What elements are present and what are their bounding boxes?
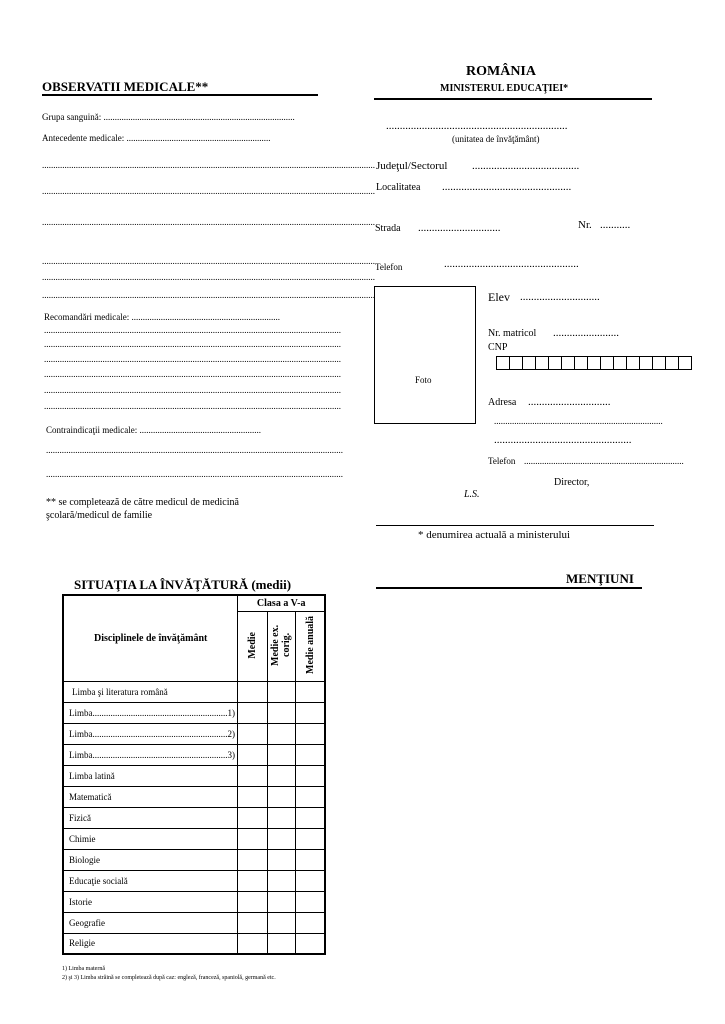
- exam-cell[interactable]: [267, 807, 296, 828]
- street-field[interactable]: ..............................: [418, 222, 501, 234]
- annual-cell[interactable]: [296, 744, 325, 765]
- antecedents-line[interactable]: ....................................................................................................................................................: [42, 186, 375, 196]
- class-header: Clasa a V-a: [238, 595, 325, 611]
- grades-table: [62, 594, 326, 955]
- exam-cell[interactable]: [267, 744, 296, 765]
- recommendations-line[interactable]: ....................................................................................................................................: [44, 385, 341, 395]
- locality-field[interactable]: ...............................................: [442, 181, 572, 193]
- register-label: Nr. matricol: [488, 328, 537, 339]
- subject-name: Limba............................................................2): [63, 723, 238, 744]
- antecedents-field[interactable]: Antecedente medicale: ................................................................: [42, 133, 271, 143]
- address-line[interactable]: ..................................................: [494, 434, 632, 446]
- locality-label: Localitatea: [376, 182, 421, 193]
- director-label: Director,: [554, 477, 590, 488]
- cnp-field[interactable]: [497, 356, 692, 370]
- recommendations-line[interactable]: ....................................................................................................................................: [44, 339, 341, 349]
- subject-name: Limba latină: [63, 765, 238, 786]
- grades-note-1: 1) Limba maternă: [62, 966, 105, 972]
- table-row: [63, 912, 325, 933]
- grades-note-2: 2) şi 3) Limba străină se completează după caz: engleză, franceză, spaniolă, germană etc.: [62, 975, 276, 981]
- col-exam-header: Medie ex. corig.: [270, 624, 293, 666]
- street-label: Strada: [375, 223, 401, 234]
- register-field[interactable]: ........................: [553, 327, 619, 339]
- annual-cell[interactable]: [296, 786, 325, 807]
- average-cell[interactable]: [238, 870, 267, 891]
- antecedents-line[interactable]: ....................................................................................................................................................: [42, 272, 375, 282]
- exam-cell[interactable]: [267, 723, 296, 744]
- exam-cell[interactable]: [267, 933, 296, 954]
- col-average-header: Medie: [246, 631, 258, 659]
- subject-name: Educaţie socială: [63, 870, 238, 891]
- medical-title-rule: [42, 94, 318, 96]
- table-row: [63, 786, 325, 807]
- student-label: Elev: [488, 290, 510, 304]
- phone-field[interactable]: .................................................: [444, 258, 579, 270]
- address-field[interactable]: ..............................: [528, 396, 611, 408]
- ministry-title: MINISTERUL EDUCAŢIEI*: [440, 83, 569, 94]
- contraindications-line[interactable]: ....................................................................................................................................: [46, 445, 343, 455]
- number-field[interactable]: ...........: [600, 219, 631, 231]
- school-unit-caption: (unitatea de învăţământ): [452, 134, 540, 144]
- average-cell[interactable]: [238, 702, 267, 723]
- antecedents-line[interactable]: ....................................................................................................................................................: [42, 256, 375, 266]
- subject-name: Limba şi literatura română: [63, 681, 238, 702]
- number-label: Nr.: [578, 219, 592, 231]
- student-field[interactable]: .............................: [520, 291, 600, 303]
- antecedents-line[interactable]: ....................................................................................................................................................: [42, 217, 375, 227]
- school-unit-field[interactable]: ..................................................................: [386, 120, 568, 132]
- annual-cell[interactable]: [296, 891, 325, 912]
- subject-name: Biologie: [63, 849, 238, 870]
- recommendations-line[interactable]: ....................................................................................................................................: [44, 325, 341, 335]
- county-field[interactable]: .......................................: [472, 160, 580, 172]
- student-phone-field[interactable]: .......................................................................: [524, 456, 684, 466]
- subject-name: Limba............................................................1): [63, 702, 238, 723]
- recommendations-line[interactable]: ....................................................................................................................................: [44, 354, 341, 364]
- ministry-note: * denumirea actuală a ministerului: [418, 529, 571, 541]
- photo-label: Foto: [415, 375, 432, 385]
- cnp-label: CNP: [488, 342, 508, 353]
- subject-name: Fizică: [63, 807, 238, 828]
- annual-cell[interactable]: [296, 702, 325, 723]
- subject-name: Chimie: [63, 828, 238, 849]
- blood-group-field[interactable]: Grupa sanguină: .....................................................................................: [42, 112, 295, 122]
- average-cell[interactable]: [238, 681, 267, 702]
- average-cell[interactable]: [238, 849, 267, 870]
- table-row: [63, 933, 325, 954]
- ministry-note-rule: [376, 525, 654, 526]
- annual-cell[interactable]: [296, 723, 325, 744]
- exam-cell[interactable]: [267, 849, 296, 870]
- annual-cell[interactable]: [296, 807, 325, 828]
- recommendations-line[interactable]: ....................................................................................................................................: [44, 401, 341, 411]
- medical-footnote-cont: şcolară/medicul de familie: [46, 510, 153, 521]
- annual-cell[interactable]: [296, 849, 325, 870]
- col-annual-header: Medie anuală: [304, 615, 316, 675]
- recommendations-line[interactable]: ....................................................................................................................................: [44, 369, 341, 379]
- annual-cell[interactable]: [296, 765, 325, 786]
- recommendations-field[interactable]: Recomandări medicale: ..................................................................: [44, 312, 280, 322]
- average-cell[interactable]: [238, 933, 267, 954]
- antecedents-line[interactable]: ....................................................................................................................................................: [42, 290, 375, 300]
- exam-cell[interactable]: [267, 786, 296, 807]
- average-cell[interactable]: [238, 891, 267, 912]
- grades-title: SITUAŢIA LA ÎNVĂŢĂTURĂ (medii): [74, 577, 292, 592]
- antecedents-line[interactable]: ....................................................................................................................................................: [42, 160, 375, 170]
- subject-name: Matematică: [63, 786, 238, 807]
- average-cell[interactable]: [238, 912, 267, 933]
- average-cell[interactable]: [238, 807, 267, 828]
- subject-name: Limba............................................................3): [63, 744, 238, 765]
- medical-footnote: ** se completează de către medicul de medicină: [46, 497, 239, 508]
- table-row: [63, 702, 325, 723]
- annual-cell[interactable]: [296, 681, 325, 702]
- medical-title: OBSERVATII MEDICALE**: [42, 79, 209, 94]
- disciplines-header: Disciplinele de învăţământ: [63, 595, 238, 681]
- exam-cell[interactable]: [267, 828, 296, 849]
- exam-cell[interactable]: [267, 870, 296, 891]
- ministry-rule: [374, 98, 652, 100]
- mentions-title: MENŢIUNI: [566, 571, 634, 586]
- exam-cell[interactable]: [267, 681, 296, 702]
- exam-cell[interactable]: [267, 912, 296, 933]
- table-row: [63, 723, 325, 744]
- exam-cell[interactable]: [267, 765, 296, 786]
- phone-label: Telefon: [375, 262, 403, 272]
- exam-cell[interactable]: [267, 702, 296, 723]
- contraindications-field[interactable]: Contraindicaţii medicale: ......................................................: [46, 425, 261, 435]
- annual-cell[interactable]: [296, 870, 325, 891]
- country-title: ROMÂNIA: [466, 64, 536, 79]
- table-row: [63, 681, 325, 702]
- average-cell[interactable]: [238, 828, 267, 849]
- annual-cell[interactable]: [296, 828, 325, 849]
- photo-box[interactable]: [374, 286, 476, 424]
- annual-cell[interactable]: [296, 933, 325, 954]
- annual-cell[interactable]: [296, 912, 325, 933]
- address-line[interactable]: ...........................................................................: [494, 416, 663, 426]
- average-cell[interactable]: [238, 765, 267, 786]
- exam-cell[interactable]: [267, 891, 296, 912]
- average-cell[interactable]: [238, 744, 267, 765]
- mentions-rule: [376, 587, 642, 589]
- subject-name: Religie: [63, 933, 238, 954]
- county-label: Judeţul/Sectorul: [376, 160, 448, 172]
- table-row: [63, 765, 325, 786]
- average-cell[interactable]: [238, 786, 267, 807]
- subject-name: Geografie: [63, 912, 238, 933]
- table-row: [63, 807, 325, 828]
- table-row: [63, 891, 325, 912]
- table-row: [63, 870, 325, 891]
- stamp-label: L.S.: [464, 489, 480, 500]
- table-row: [63, 744, 325, 765]
- contraindications-line[interactable]: ....................................................................................................................................: [46, 469, 343, 479]
- address-label: Adresa: [488, 397, 517, 408]
- average-cell[interactable]: [238, 723, 267, 744]
- table-row: [63, 828, 325, 849]
- table-row: [63, 849, 325, 870]
- subject-name: Istorie: [63, 891, 238, 912]
- student-phone-label: Telefon: [488, 456, 516, 466]
